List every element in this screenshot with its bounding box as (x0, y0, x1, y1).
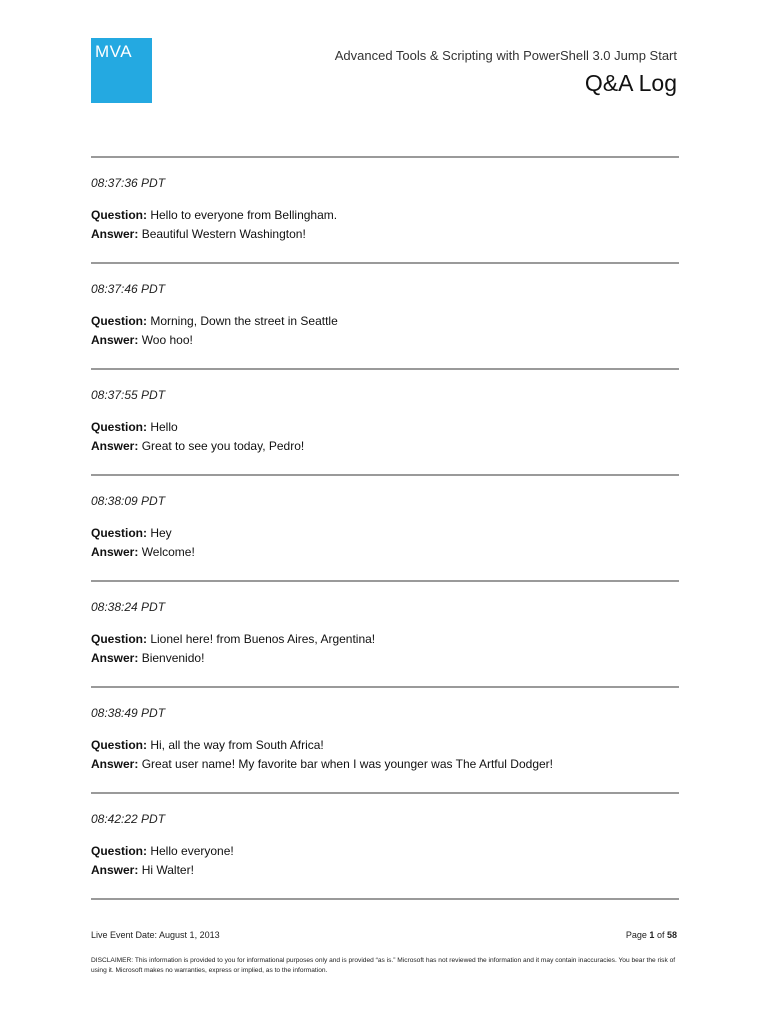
qa-entry (91, 262, 679, 368)
page-title: Q&A Log (584, 70, 677, 96)
divider (91, 898, 679, 900)
question-text: Hello to everyone from Bellingham. (150, 208, 338, 222)
logo-text: MVA (95, 42, 133, 61)
qa-entry-list (91, 156, 679, 900)
answer-line (91, 649, 679, 668)
question-line (91, 312, 679, 331)
page-number (626, 930, 677, 940)
qa-entry (91, 580, 679, 686)
answer-text: Great to see you today, Pedro! (141, 439, 305, 453)
entry-timestamp: 08:38:49 PDT (91, 706, 166, 720)
question-label: Question: (91, 208, 147, 222)
question-text: Morning, Down the street in Seattle (150, 314, 338, 328)
page-of: of (656, 930, 665, 940)
answer-text: Welcome! (141, 545, 195, 559)
answer-line (91, 755, 679, 774)
entry-timestamp: 08:37:46 PDT (91, 282, 166, 296)
entry-timestamp: 08:37:55 PDT (91, 388, 166, 402)
answer-line (91, 331, 679, 350)
question-label: Question: (91, 420, 147, 434)
answer-line (91, 861, 679, 880)
qa-entry (91, 474, 679, 580)
answer-text: Bienvenido! (141, 651, 205, 665)
answer-label: Answer: (91, 439, 139, 453)
question-line (91, 736, 679, 755)
page-total: 58 (666, 930, 677, 940)
answer-text: Hi Walter! (141, 863, 194, 877)
answer-label: Answer: (91, 757, 139, 771)
question-label: Question: (91, 844, 147, 858)
page-label: Page (625, 930, 647, 940)
question-line (91, 206, 679, 225)
qa-entry (91, 686, 679, 792)
answer-line (91, 543, 679, 562)
entry-timestamp: 08:37:36 PDT (91, 176, 166, 190)
disclaimer: DISCLAIMER: This information is provided to you for informational purposes only and is provided “as is.” Microsoft has not reviewed the information and it may contain inaccuracies. You bear the risk of using it. Microsoft makes no warranties, express or implied, as to the information. (91, 957, 676, 974)
mva-logo (91, 38, 152, 103)
question-text: Hey (150, 526, 172, 540)
question-text: Hello (150, 420, 178, 434)
qa-entry (91, 368, 679, 474)
entry-timestamp: 08:38:24 PDT (91, 600, 166, 614)
answer-label: Answer: (91, 651, 139, 665)
entry-timestamp: 08:38:09 PDT (91, 494, 166, 508)
event-date: Live Event Date: August 1, 2013 (91, 930, 220, 940)
answer-label: Answer: (91, 545, 139, 559)
qa-entry (91, 156, 679, 262)
question-text: Hello everyone! (150, 844, 234, 858)
question-line (91, 842, 679, 861)
entry-timestamp: 08:42:22 PDT (91, 812, 166, 826)
page-current: 1 (649, 930, 655, 940)
question-label: Question: (91, 738, 147, 752)
answer-label: Answer: (91, 863, 139, 877)
answer-label: Answer: (91, 333, 139, 347)
question-label: Question: (91, 632, 147, 646)
qa-entry (91, 792, 679, 898)
question-line (91, 630, 679, 649)
answer-text: Great user name! My favorite bar when I was younger was The Artful Dodger! (141, 757, 553, 771)
answer-text: Woo hoo! (141, 333, 193, 347)
answer-line (91, 437, 679, 456)
answer-line (91, 225, 679, 244)
question-label: Question: (91, 526, 147, 540)
question-label: Question: (91, 314, 147, 328)
answer-label: Answer: (91, 227, 139, 241)
course-title: Advanced Tools & Scripting with PowerShell 3.0 Jump Start (334, 48, 677, 63)
question-text: Hi, all the way from South Africa! (150, 738, 324, 752)
question-line (91, 524, 679, 543)
question-text: Lionel here! from Buenos Aires, Argentina! (150, 632, 376, 646)
question-line (91, 418, 679, 437)
answer-text: Beautiful Western Washington! (141, 227, 306, 241)
